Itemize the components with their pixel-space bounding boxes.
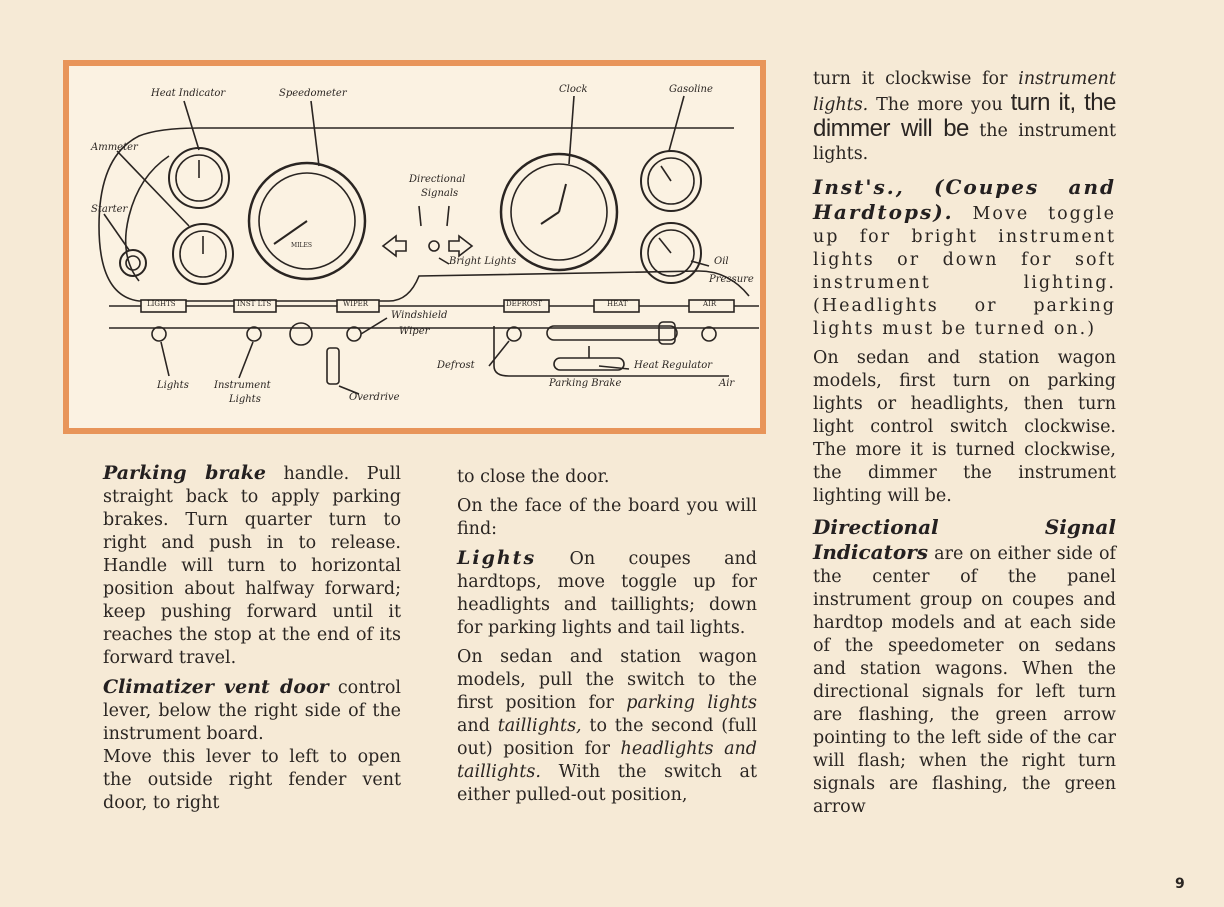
label-parking-brake: Parking Brake (549, 378, 622, 389)
switch-plate-air: AIR (703, 300, 717, 308)
switch-plate-wiper: WIPER (343, 300, 369, 308)
sedan-lights-paragraph (457, 646, 757, 807)
inst-coupes-text: Move toggle up for bright instrument lights or down for soft instrument lighting. (Headlights or parking lights must be turned on.) (813, 204, 1116, 339)
dimmer-instrument-lights: instrument lights. (813, 69, 1116, 115)
face-of-board-text: On the face of the board you will find: (457, 496, 757, 539)
label-heat-indicator: Heat Indicator (151, 88, 226, 99)
label-heat-regulator: Heat Regulator (634, 360, 713, 371)
inst-coupes-heading: Inst's., (Coupes and Hardtops). (813, 175, 1116, 224)
column-1 (103, 462, 401, 821)
vent-lever-paragraph: Move this lever to left to open the outside right fender vent door, to right (103, 747, 401, 813)
dimmer-text-e: the instrument lights. (813, 121, 1116, 164)
lights-paragraph (457, 547, 757, 640)
instrument-panel-figure (63, 60, 766, 434)
directional-signal-heading: Directional Signal Indicators (813, 515, 1116, 564)
label-clock: Clock (559, 84, 588, 95)
lights-heading: Lights (457, 547, 537, 569)
sedan-lights-parking-lights: parking lights (626, 693, 758, 713)
climatizer-paragraph (103, 676, 401, 746)
label-instrument-lights-line1: Instrument (214, 380, 271, 391)
sedan-dimmer-paragraph: On sedan and station wagon models, first turn on parking lights or headlights, then turn light control switch clockwise. The more it is turned clockwise, the dimmer the instrument lighting will be. (813, 348, 1116, 506)
dimmer-text-a: turn it clockwise for (813, 69, 1019, 89)
label-directional-signals-line2: Signals (421, 188, 459, 199)
instrument-panel-drawing (69, 66, 760, 428)
label-lights: Lights (157, 380, 189, 391)
switch-plate-inst-lts: INST LTS (237, 300, 272, 308)
label-ammeter: Ammeter (91, 142, 138, 153)
label-windshield-wiper-line1: Windshield (391, 310, 448, 321)
climatizer-text: control lever, below the right side of the instrument board. (103, 678, 402, 744)
sedan-lights-taillights: taillights, (497, 716, 582, 736)
label-gasoline: Gasoline (669, 84, 713, 95)
label-directional-signals-line1: Directional (409, 174, 466, 185)
switch-plate-lights: LIGHTS (147, 300, 176, 308)
label-overdrive: Overdrive (349, 392, 400, 403)
dimmer-text-c: The more you (868, 95, 1011, 115)
label-starter: Starter (91, 204, 128, 215)
close-door-text: to close the door. (457, 467, 610, 487)
speedometer-miles-text: MILES (291, 242, 312, 249)
sedan-lights-headlights: headlights and taillights. (457, 739, 757, 782)
label-oil-pressure-line2: Pressure (709, 274, 754, 285)
sedan-lights-text-c: and (457, 716, 498, 736)
dimmer-large-text: turn it, the dimmer will be (813, 89, 1116, 142)
lights-text: On coupes and hardtops, move toggle up for headlights and taillights; down for parking lights and tail lights. (457, 549, 757, 638)
switch-plate-defrost: DEFROST (506, 300, 543, 308)
inst-coupes-paragraph (813, 176, 1116, 341)
switch-plate-heat: HEAT (607, 300, 628, 308)
directional-signal-text: are on either side of the center of the panel instrument group on coupes and hardtop models and at each side of the speedometer on sedans and station wagons. When the directional signals for left turn are flashing, the green arrow pointing to the left side of the car will flash; when the right turn signals are flashing, the green arrow (813, 544, 1116, 817)
parking-brake-text: handle. Pull straight back to apply parking brakes. Turn quarter turn to right and push in to release. Handle will turn to horizontal position about halfway forward; keep pushing forward until it reaches the stop at the end of its forward travel. (103, 464, 401, 668)
climatizer-heading: Climatizer vent door (103, 676, 329, 698)
page-number: 9 (1175, 876, 1185, 892)
column-3 (813, 68, 1116, 825)
parking-brake-heading: Parking brake (103, 462, 267, 484)
label-oil-pressure-line1: Oil (714, 256, 729, 267)
label-defrost: Defrost (437, 360, 475, 371)
parking-brake-paragraph (103, 462, 401, 670)
sedan-lights-text-g: With the switch at either pulled-out position, (457, 762, 757, 805)
column-2 (457, 466, 757, 813)
label-windshield-wiper-line2: Wiper (399, 326, 430, 337)
label-speedometer: Speedometer (279, 88, 347, 99)
label-bright-lights: Bright Lights (449, 256, 517, 267)
directional-signal-paragraph (813, 516, 1116, 819)
sedan-lights-text-a: On sedan and station wagon models, pull the switch to the first position for (457, 647, 757, 713)
sedan-lights-text-e: to the second (full out) position for (457, 716, 757, 759)
label-instrument-lights-line2: Lights (229, 394, 261, 405)
label-air: Air (719, 378, 735, 389)
dimmer-paragraph (813, 68, 1116, 166)
